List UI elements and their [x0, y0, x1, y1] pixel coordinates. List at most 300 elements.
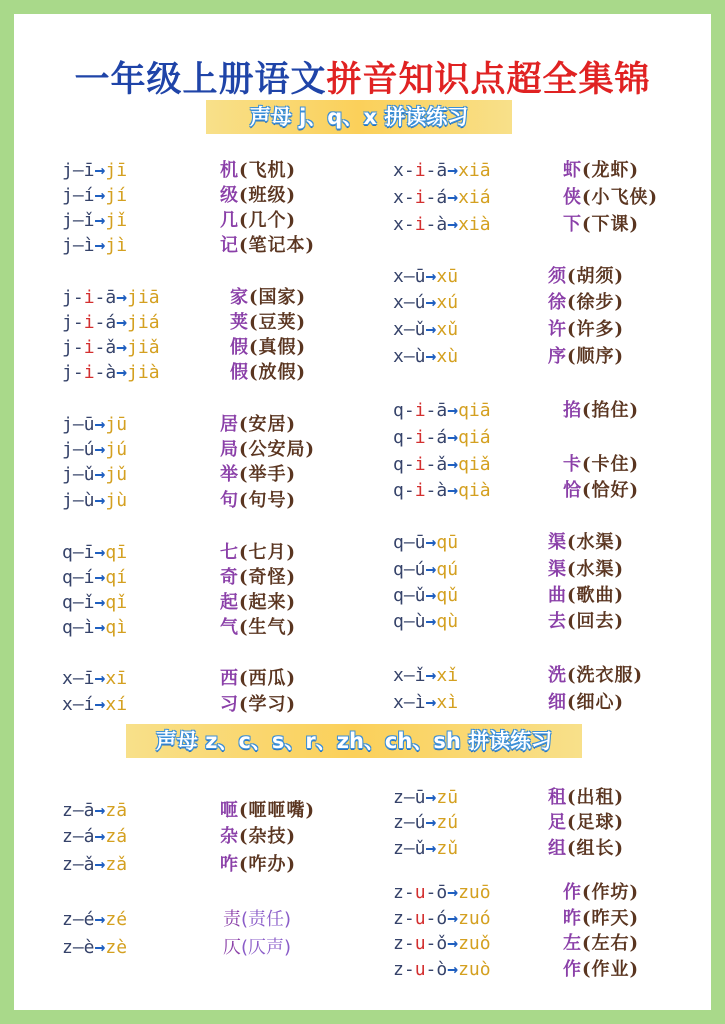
pinyin-row — [62, 824, 362, 850]
pinyin-spelling — [393, 212, 491, 238]
example-word — [220, 666, 296, 692]
arrow-icon: → — [447, 882, 459, 903]
medial: i — [83, 362, 95, 383]
example-word — [220, 412, 296, 438]
pinyin-spelling — [393, 290, 458, 316]
pinyin-result: jú — [105, 439, 128, 460]
example-word — [563, 478, 639, 504]
section-banner-zcs: 声母 z、c、s、r、zh、ch、sh 拼读练习 — [126, 724, 582, 758]
initial: z—è — [62, 937, 95, 958]
example-word — [223, 907, 291, 933]
pinyin-spelling — [62, 692, 127, 718]
example-phrase: (西瓜) — [239, 668, 297, 689]
pinyin-result: qù — [436, 611, 459, 632]
arrow-icon: → — [447, 187, 459, 208]
character: 侠 — [563, 187, 582, 208]
example-phrase: (放假) — [249, 362, 307, 383]
example-phrase: (举手) — [239, 464, 297, 485]
character: 起 — [220, 592, 239, 613]
pinyin-result: qì — [105, 617, 128, 638]
arrow-icon: → — [94, 854, 106, 875]
initial: z—á — [62, 826, 95, 847]
example-phrase: (作业) — [582, 959, 640, 980]
initial: j- — [62, 312, 84, 333]
character: 杂 — [220, 826, 239, 847]
example-word — [548, 264, 624, 290]
pinyin-row — [62, 590, 362, 616]
example-word — [220, 462, 296, 488]
arrow-icon: → — [94, 826, 106, 847]
pinyin-row — [62, 158, 362, 184]
pinyin-result: xù — [436, 346, 459, 367]
arrow-icon: → — [425, 319, 437, 340]
pinyin-result: qiá — [458, 427, 491, 448]
pinyin-row — [393, 810, 693, 836]
pinyin-row — [393, 212, 693, 238]
character: 几 — [220, 210, 239, 231]
arrow-icon: → — [447, 427, 459, 448]
pinyin-row — [62, 798, 362, 824]
pinyin-result: qiǎ — [458, 454, 491, 475]
pinyin-row — [62, 540, 362, 566]
initial: x- — [393, 187, 415, 208]
initial: q—ì — [62, 617, 95, 638]
initial: x—í — [62, 694, 95, 715]
pinyin-spelling — [62, 565, 127, 591]
character: 许 — [548, 319, 567, 340]
arrow-icon: → — [425, 346, 437, 367]
character: 徐 — [548, 292, 567, 313]
initial: x- — [393, 160, 415, 181]
arrow-icon: → — [116, 362, 128, 383]
character: 掐 — [563, 400, 582, 421]
pinyin-result: qiā — [458, 400, 491, 421]
pinyin-result: jū — [105, 414, 128, 435]
initial: j—ǐ — [62, 210, 95, 231]
example-phrase: (下课) — [582, 214, 640, 235]
initial: x- — [393, 214, 415, 235]
initial: z- — [393, 933, 415, 954]
arrow-icon: → — [425, 838, 437, 859]
example-phrase: (左右) — [582, 933, 640, 954]
title-part-2: 拼音知识点超全集锦 — [326, 59, 651, 100]
pinyin-result: zè — [105, 937, 128, 958]
example-word — [563, 185, 658, 211]
final: -ā — [425, 160, 448, 181]
example-word — [220, 208, 296, 234]
pinyin-result: zū — [436, 787, 459, 808]
example-word — [548, 609, 624, 635]
pinyin-result: xū — [436, 266, 459, 287]
medial: i — [83, 337, 95, 358]
pinyin-row — [393, 185, 693, 211]
pinyin-result: jià — [127, 362, 160, 383]
example-phrase: (歌曲) — [567, 585, 625, 606]
arrow-icon: → — [447, 480, 459, 501]
example-word — [220, 590, 296, 616]
pinyin-row — [393, 398, 693, 424]
character: 去 — [548, 611, 567, 632]
pinyin-result: zú — [436, 812, 459, 833]
initial: j—ǔ — [62, 464, 95, 485]
initial: q—í — [62, 567, 95, 588]
example-word — [548, 690, 624, 716]
arrow-icon: → — [447, 959, 459, 980]
pinyin-row — [62, 335, 362, 361]
final: -à — [425, 214, 448, 235]
pinyin-row — [393, 530, 693, 556]
arrow-icon: → — [425, 812, 437, 833]
pinyin-row — [62, 437, 362, 463]
example-phrase: (咋办) — [239, 854, 297, 875]
example-word — [220, 488, 296, 514]
pinyin-result: zuò — [458, 959, 491, 980]
pinyin-result: xú — [436, 292, 459, 313]
arrow-icon: → — [94, 414, 106, 435]
pinyin-spelling — [393, 880, 491, 906]
final: -à — [425, 480, 448, 501]
example-word — [548, 557, 624, 583]
final: -ō — [425, 882, 448, 903]
pinyin-result: xǔ — [436, 319, 459, 340]
medial: i — [83, 287, 95, 308]
pinyin-spelling — [393, 530, 458, 556]
character: 洗 — [548, 665, 567, 686]
example-phrase: (作坊) — [582, 882, 640, 903]
arrow-icon: → — [425, 787, 437, 808]
example-phrase: (恰好) — [582, 480, 640, 501]
arrow-icon: → — [94, 617, 106, 638]
arrow-icon: → — [425, 559, 437, 580]
pinyin-spelling — [393, 398, 491, 424]
pinyin-result: xī — [105, 668, 128, 689]
character: 句 — [220, 490, 239, 511]
pinyin-result: xiā — [458, 160, 491, 181]
pinyin-result: xǐ — [436, 665, 459, 686]
example-word — [563, 880, 639, 906]
pinyin-spelling — [393, 185, 491, 211]
pinyin-row — [62, 285, 362, 311]
example-word — [548, 344, 624, 370]
pinyin-spelling — [393, 906, 491, 932]
pinyin-row — [393, 290, 693, 316]
initial: z—ǎ — [62, 854, 95, 875]
arrow-icon: → — [94, 439, 106, 460]
character: 恰 — [563, 480, 582, 501]
initial: j- — [62, 337, 84, 358]
arrow-icon: → — [425, 266, 437, 287]
pinyin-result: zā — [105, 800, 128, 821]
pinyin-spelling — [393, 158, 491, 184]
pinyin-result: jī — [105, 160, 128, 181]
medial: u — [414, 933, 426, 954]
example-word — [220, 798, 315, 824]
pinyin-spelling — [62, 158, 127, 184]
pinyin-result: jǐ — [105, 210, 128, 231]
initial: z- — [393, 882, 415, 903]
example-word — [563, 957, 639, 983]
pinyin-row — [393, 317, 693, 343]
pinyin-spelling — [393, 690, 458, 716]
arrow-icon: → — [447, 160, 459, 181]
arrow-icon: → — [447, 454, 459, 475]
character: 咋 — [220, 854, 239, 875]
arrow-icon: → — [94, 800, 106, 821]
pinyin-row — [393, 663, 693, 689]
example-word — [223, 935, 291, 961]
medial: u — [414, 908, 426, 929]
pinyin-row — [62, 565, 362, 591]
example-phrase: (飞机) — [239, 160, 297, 181]
example-word — [548, 663, 643, 689]
final: -à — [94, 362, 117, 383]
example-word — [548, 810, 624, 836]
example-phrase: (豆荚) — [249, 312, 307, 333]
final: -ò — [425, 959, 448, 980]
pinyin-row — [393, 344, 693, 370]
initial: q- — [393, 454, 415, 475]
pinyin-spelling — [62, 615, 127, 641]
pinyin-result: jí — [105, 185, 128, 206]
pinyin-row — [393, 583, 693, 609]
example-phrase: (咂咂嘴) — [239, 800, 316, 821]
pinyin-spelling — [62, 488, 127, 514]
example-word — [548, 317, 624, 343]
example-phrase: (卡住) — [582, 454, 640, 475]
initial: j- — [62, 287, 84, 308]
character: 责 — [223, 909, 241, 930]
arrow-icon: → — [116, 337, 128, 358]
character: 奇 — [220, 567, 239, 588]
pinyin-row — [393, 609, 693, 635]
pinyin-result: qú — [436, 559, 459, 580]
example-word — [230, 310, 306, 336]
pinyin-row — [393, 836, 693, 862]
pinyin-spelling — [62, 462, 127, 488]
final: -ǎ — [425, 454, 448, 475]
final: -ā — [425, 400, 448, 421]
example-phrase: (洗衣服) — [567, 665, 644, 686]
pinyin-row — [393, 478, 693, 504]
character: 渠 — [548, 532, 567, 553]
initial: z- — [393, 959, 415, 980]
example-word — [220, 615, 296, 641]
pinyin-spelling — [62, 183, 127, 209]
title-part-1: 一年级上册语文 — [74, 59, 327, 100]
page-title — [0, 52, 725, 102]
pinyin-result: jǔ — [105, 464, 128, 485]
pinyin-result: jù — [105, 490, 128, 511]
example-word — [548, 836, 624, 862]
arrow-icon: → — [94, 668, 106, 689]
example-word — [220, 540, 296, 566]
initial: q- — [393, 427, 415, 448]
arrow-icon: → — [116, 312, 128, 333]
character: 假 — [230, 362, 249, 383]
example-word — [563, 398, 639, 424]
pinyin-spelling — [393, 931, 491, 957]
initial: q—ú — [393, 559, 426, 580]
pinyin-spelling — [393, 957, 491, 983]
character: 仄 — [223, 937, 241, 958]
example-word — [230, 335, 306, 361]
example-phrase: (杂技) — [239, 826, 297, 847]
pinyin-result: zǎ — [105, 854, 128, 875]
pinyin-spelling — [393, 836, 458, 862]
pinyin-row — [62, 462, 362, 488]
character: 渠 — [548, 559, 567, 580]
example-phrase: (仄声) — [241, 937, 292, 958]
pinyin-spelling — [393, 344, 458, 370]
example-word — [563, 931, 639, 957]
initial: q- — [393, 480, 415, 501]
initial: q—ǔ — [393, 585, 426, 606]
pinyin-row — [393, 931, 693, 957]
pinyin-spelling — [393, 609, 458, 635]
medial: i — [83, 312, 95, 333]
initial: x—ǔ — [393, 319, 426, 340]
pinyin-result: zuó — [458, 908, 491, 929]
pinyin-spelling — [393, 810, 458, 836]
arrow-icon: → — [94, 542, 106, 563]
character: 假 — [230, 337, 249, 358]
arrow-icon: → — [425, 665, 437, 686]
arrow-icon: → — [94, 185, 106, 206]
example-phrase: (足球) — [567, 812, 625, 833]
initial: j—ī — [62, 160, 95, 181]
example-phrase: (小飞侠) — [582, 187, 659, 208]
character: 作 — [563, 882, 582, 903]
example-phrase: (龙虾) — [582, 160, 640, 181]
initial: z—ǔ — [393, 838, 426, 859]
pinyin-row — [62, 412, 362, 438]
initial: j—ì — [62, 235, 95, 256]
example-phrase: (国家) — [249, 287, 307, 308]
character: 下 — [563, 214, 582, 235]
arrow-icon: → — [94, 464, 106, 485]
initial: z—é — [62, 909, 95, 930]
pinyin-spelling — [62, 233, 127, 259]
example-word — [220, 692, 296, 718]
pinyin-row — [62, 183, 362, 209]
example-word — [230, 360, 306, 386]
pinyin-row — [393, 906, 693, 932]
pinyin-result: qià — [458, 480, 491, 501]
pinyin-row — [393, 425, 693, 451]
pinyin-row — [62, 310, 362, 336]
character: 级 — [220, 185, 239, 206]
initial: q—ǐ — [62, 592, 95, 613]
example-phrase: (安居) — [239, 414, 297, 435]
character: 卡 — [563, 454, 582, 475]
arrow-icon: → — [425, 585, 437, 606]
pinyin-row — [393, 264, 693, 290]
character: 组 — [548, 838, 567, 859]
example-word — [220, 824, 296, 850]
pinyin-spelling — [393, 317, 458, 343]
initial: z—ū — [393, 787, 426, 808]
character: 居 — [220, 414, 239, 435]
pinyin-result: zá — [105, 826, 128, 847]
pinyin-spelling — [62, 798, 127, 824]
pinyin-row — [62, 208, 362, 234]
pinyin-row — [393, 880, 693, 906]
initial: j—í — [62, 185, 95, 206]
pinyin-row — [62, 666, 362, 692]
character: 习 — [220, 694, 239, 715]
arrow-icon: → — [425, 532, 437, 553]
pinyin-result: qū — [436, 532, 459, 553]
arrow-icon: → — [94, 490, 106, 511]
example-phrase: (句号) — [239, 490, 297, 511]
character: 气 — [220, 617, 239, 638]
pinyin-spelling — [393, 785, 458, 811]
example-word — [220, 158, 296, 184]
pinyin-spelling — [62, 935, 127, 961]
pinyin-spelling — [62, 824, 127, 850]
example-phrase: (回去) — [567, 611, 625, 632]
character: 七 — [220, 542, 239, 563]
initial: z—ā — [62, 800, 95, 821]
character: 西 — [220, 668, 239, 689]
pinyin-result: zuō — [458, 882, 491, 903]
arrow-icon: → — [425, 692, 437, 713]
pinyin-row — [393, 158, 693, 184]
section-banner-jqx: 声母 j、q、x 拼读练习 — [206, 100, 512, 134]
character: 举 — [220, 464, 239, 485]
character: 机 — [220, 160, 239, 181]
example-word — [563, 906, 639, 932]
medial: i — [414, 480, 426, 501]
pinyin-result: zǔ — [436, 838, 459, 859]
pinyin-spelling — [62, 540, 127, 566]
character: 序 — [548, 346, 567, 367]
medial: i — [414, 454, 426, 475]
example-word — [548, 583, 624, 609]
example-phrase: (顺序) — [567, 346, 625, 367]
pinyin-row — [62, 615, 362, 641]
example-phrase: (公安局) — [239, 439, 316, 460]
pinyin-spelling — [62, 852, 127, 878]
pinyin-spelling — [393, 583, 458, 609]
pinyin-row — [62, 233, 362, 259]
example-word — [220, 565, 296, 591]
pinyin-result: xià — [458, 214, 491, 235]
arrow-icon: → — [425, 611, 437, 632]
character: 左 — [563, 933, 582, 954]
pinyin-result: jiǎ — [127, 337, 160, 358]
character: 曲 — [548, 585, 567, 606]
arrow-icon: → — [94, 235, 106, 256]
example-word — [548, 290, 624, 316]
example-phrase: (七月) — [239, 542, 297, 563]
pinyin-spelling — [62, 590, 127, 616]
pinyin-result: zé — [105, 909, 128, 930]
arrow-icon: → — [94, 592, 106, 613]
pinyin-spelling — [62, 310, 160, 336]
example-word — [563, 212, 639, 238]
character: 足 — [548, 812, 567, 833]
character: 作 — [563, 959, 582, 980]
pinyin-row — [62, 907, 362, 933]
initial: q- — [393, 400, 415, 421]
example-phrase: (真假) — [249, 337, 307, 358]
final: -ó — [425, 908, 448, 929]
initial: x—ì — [393, 692, 426, 713]
pinyin-spelling — [62, 412, 127, 438]
pinyin-spelling — [62, 208, 127, 234]
pinyin-row — [393, 690, 693, 716]
